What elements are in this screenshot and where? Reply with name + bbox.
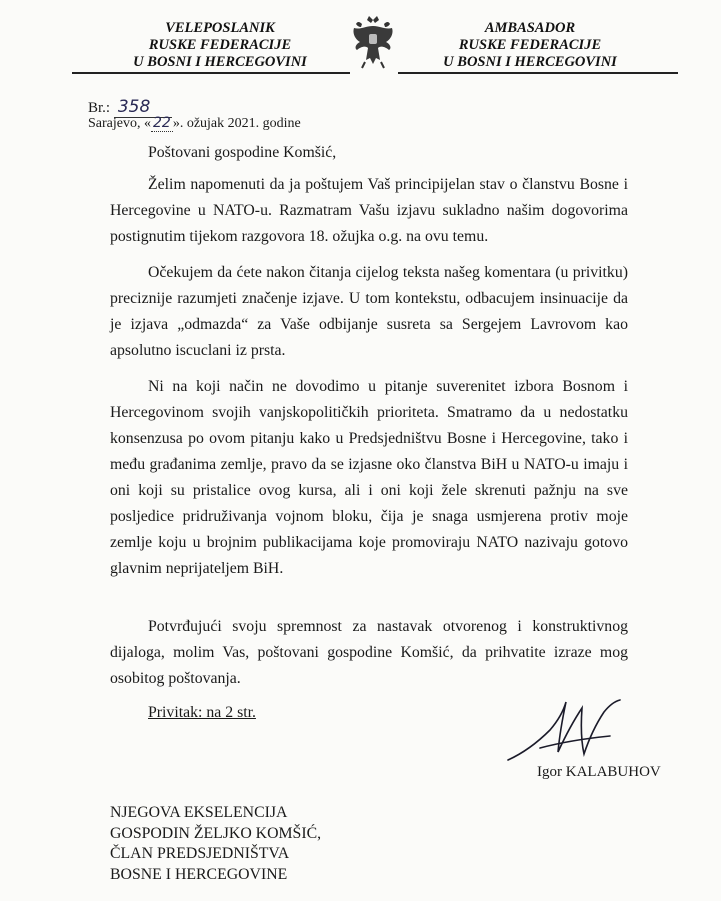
addressee-line: ČLAN PREDSJEDNIŠTVA [110, 845, 290, 862]
attachment-note: Privitak: na 2 str. [148, 704, 256, 721]
letterhead-right-line: U BOSNI I HERCEGOVINI [443, 54, 617, 70]
signer-name: Igor KALABUHOV [537, 764, 661, 780]
paragraph-text: Želim napomenuti da ja poštujem Vaš principijelan stav o članstvu Bosne i Hercegovine u NATO-u. Razmatram Vašu izjavu sukladno našim dogovorima postignutim tijekom razgovora 18. ožujka o.g. na ovu temu. [110, 176, 628, 245]
letterhead-left-line: U BOSNI I HERCEGOVINI [133, 54, 307, 70]
double-headed-eagle-icon [348, 14, 398, 70]
paragraph-text: Ni na koji način ne dovodimo u pitanje suverenitet izbora Bosnom i Hercegovinom svojih vanjskopolitičkih prioriteta. Smatramo da u nedostatku konsenzusa po ovom pitanju kako u Predsjedništvu Bosne i Hercegovine, tako i među građanima zemlje, pravo da se izjasne oko članstva BiH u NATO-u imaju i oni koji su pristalice ovog kursa, ali i oni koji žele skrenuti pažnju na sve posljedice pridruživanja vojnom bloku, čija je snaga usmjerena protiv moje zemlje koju u brojnim publikacijama koje promoviraju NATO nazivaju gotovo glavnim neprijateljem BiH. [110, 378, 628, 577]
reference-number-handwritten: 358 [114, 97, 172, 118]
letterhead-right-line: AMBASADOR [484, 20, 576, 36]
dateline [88, 115, 301, 132]
reference-label: Br.: [88, 100, 111, 116]
addressee-line: GOSPODIN ŽELJKO KOMŠIĆ, [110, 824, 322, 842]
letterhead-divider-left [72, 72, 350, 74]
addressee-line: BOSNE I HERCEGOVINE [110, 865, 288, 883]
letter-paragraph [110, 614, 628, 692]
letterhead-divider-right [398, 72, 678, 74]
paragraph-text: Potvrđujući svoju spremnost za nastavak otvorenog i konstruktivnog dijaloga, molim Vas, poštovani gospodine Komšić, da prihvatite izraze mog osobitog poštovanja. [110, 618, 628, 687]
letterhead-left-line: RUSKE FEDERACIJE [148, 37, 292, 53]
salutation: Poštovani gospodine Komšić, [148, 144, 337, 161]
addressee-block [110, 803, 321, 885]
addressee-line: NJEGOVA EKSELENCIJA [110, 804, 288, 821]
letter-paragraph [110, 172, 628, 250]
letterhead-right [405, 20, 655, 71]
paragraph-text: Očekujem da ćete nakon čitanja cijelog teksta našeg komentara (u privitku) preciznije razumjeti značenje izjave. U tom kontekstu, odbacujem insinuacije da je izjava „odmazda“ za Vaše odbijanje susreta sa Sergejem Lavrovom kao apsolutno iscuclani iz prsta. [110, 264, 628, 359]
letterhead-right-line: RUSKE FEDERACIJE [458, 37, 602, 53]
dateline-day-handwritten: 22 [152, 115, 171, 131]
dateline-rest: ». ožujak 2021. godine [172, 116, 301, 131]
dateline-city: Sarajevo, « [88, 116, 151, 131]
letter-paragraph [110, 260, 628, 364]
letterhead-left-line: VELEPOSLANIK [165, 20, 275, 36]
letter-paragraph [110, 374, 628, 582]
letterhead-left [95, 20, 345, 71]
